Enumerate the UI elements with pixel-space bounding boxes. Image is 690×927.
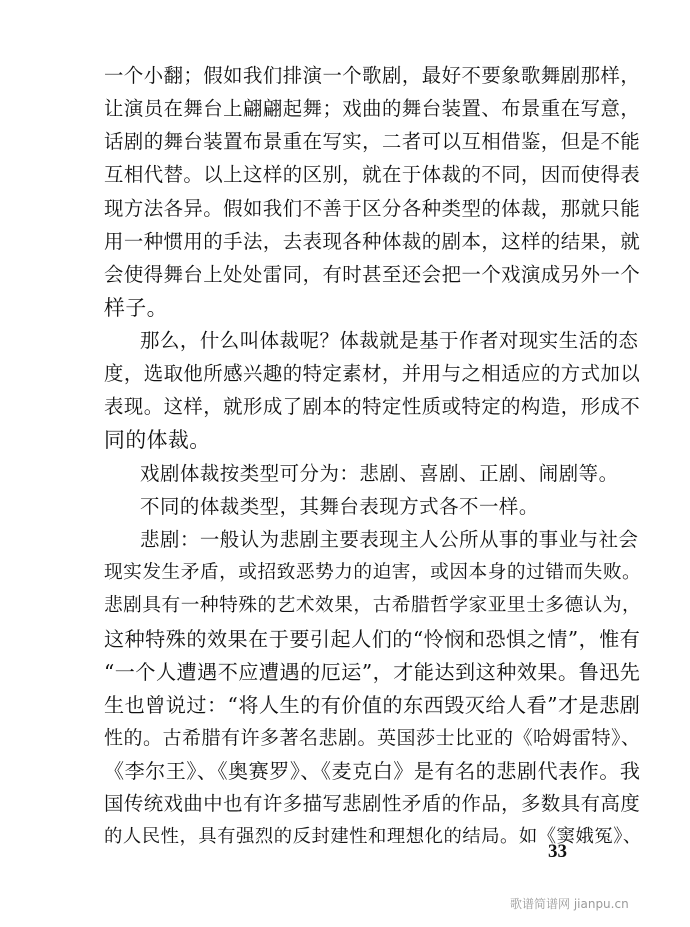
text-line-4: 互相代替。以上这样的区别，就在于体裁的不同，因而使得表: [104, 163, 641, 186]
text-line-2: 让演员在舞台上翩翩起舞；戏曲的舞台装置、布景重在写意，: [104, 97, 641, 120]
text-line-11: 表现。这样，就形成了剧本的特定性质或特定的构造，形成不: [104, 395, 641, 418]
text-line-24: 的人民性，具有强烈的反封建性和理想化的结局。如《窦娥冤》、: [104, 826, 642, 847]
text-line-19: “一个人遭遇不应遭遇的厄运”，才能达到这种效果。鲁迅先: [104, 660, 641, 684]
text-line-3: 话剧的舞台装置布景重在写实，二者可以互相借鉴，但是不能: [104, 130, 641, 153]
page-number: 33: [548, 841, 567, 862]
text-line-7: 会使得舞台上处处雷同，有时甚至还会把一个戏演成另外一个: [104, 263, 641, 286]
text-line-5: 现方法各异。假如我们不善于区分各种类型的体裁，那就只能: [104, 197, 641, 220]
text-line-17: 悲剧具有一种特殊的艺术效果，古希腊哲学家亚里士多德认为，: [104, 595, 642, 616]
paragraph-2-first-line: 那么，什么叫体裁呢？体裁就是基于作者对现实生活的态: [140, 329, 639, 352]
text-line-18: 这种特殊的效果在于要引起人们的“怜悯和恐惧之情”，惟有: [104, 627, 641, 651]
watermark: 歌谱简谱网 jianpu.cn: [510, 897, 629, 911]
text-line-23: 国传统戏曲中也有许多描写悲剧性矛盾的作品，多数具有高度: [104, 792, 641, 815]
text-line-1: 一个小翻；假如我们排演一个歌剧，最好不要象歌舞剧那样，: [104, 64, 641, 87]
text-line-21: 性的。古希腊有许多著名悲剧。英国莎士比亚的《哈姆雷特》、: [104, 727, 641, 749]
paragraph-3-line: 戏剧体裁按类型可分为：悲剧、喜剧、正剧、闹剧等。: [140, 462, 619, 485]
text-line-16: 现实发生矛盾，或招致恶势力的迫害，或因本身的过错而失败。: [104, 562, 642, 583]
paragraph-4-line: 不同的体裁类型，其舞台表现方式各不一样。: [140, 495, 539, 518]
text-line-12: 同的体裁。: [104, 428, 211, 452]
paragraph-5-first-line: 悲剧：一般认为悲剧主要表现主人公所从事的事业与社会: [140, 528, 639, 551]
text-line-6: 用一种惯用的手法，去表现各种体裁的剧本，这样的结果，就: [104, 230, 641, 253]
text-line-22: 《李尔王》、《奥赛罗》、《麦克白》是有名的悲剧代表作。我: [104, 759, 641, 783]
text-line-10: 度，选取他所感兴趣的特定素材，并用与之相适应的方式加以: [104, 362, 641, 385]
text-line-8: 样子。: [104, 296, 168, 320]
text-line-20: 生也曾说过：“将人生的有价值的东西毁灭给人看”才是悲剧: [104, 693, 641, 717]
